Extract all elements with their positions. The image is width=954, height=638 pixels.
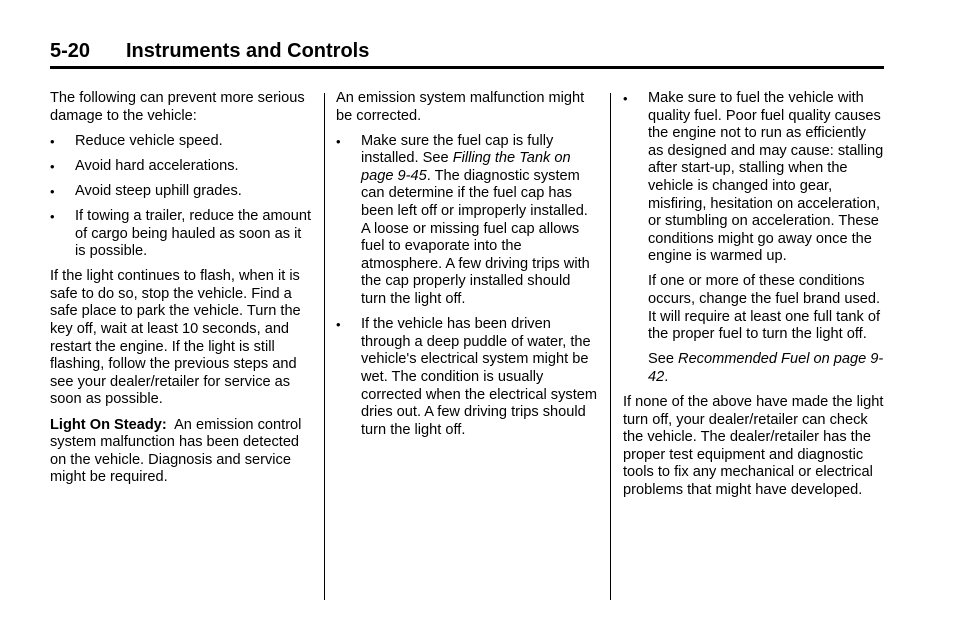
cross-reference-link[interactable]: Filling the Tank on page 9-45: [361, 150, 571, 184]
list-item: • If the vehicle has been driven through a deep puddle of water, the vehicle's electrical system might be wet. The condition is usually corrected when the electrical system dries out. A few driving trips should turn the light off.: [336, 316, 598, 438]
see-reference: See Recommended Fuel on page 9-42.: [648, 351, 884, 385]
sub-paragraph: If one or more of these conditions occurs, change the fuel brand used. It will require at least one full tank of the proper fuel to turn the light off.: [648, 273, 881, 343]
bullet-icon: •: [50, 133, 55, 149]
flash-paragraph: If the light continues to flash, when it is safe to do so, stop the vehicle. Find a safe place to park the vehicle. Turn the key off, wait at least 10 seconds, and restart the engine. If the light is still flashing, follow the previous steps and see your dealer/retailer for service as soon as possible.: [50, 268, 301, 408]
list-item: • Avoid steep uphill grades.: [50, 182, 242, 199]
column-divider-1: [324, 93, 325, 600]
page-number: 5-20: [50, 40, 91, 62]
list-item: • Reduce vehicle speed.: [50, 132, 223, 149]
page-header: [50, 38, 884, 69]
steady-paragraph: [50, 417, 312, 487]
list-item: • Make sure the fuel cap is fully installed. See Filling the Tank on page 9-45. The diagnostic system can determine if the fuel cap has been left off or improperly installed. A loose or missing fuel cap allows fuel to evaporate into the atmosphere. A few driving trips with the cap properly installed should turn the light off.: [336, 132, 590, 308]
bullet-icon: •: [50, 208, 55, 224]
column-1: [50, 90, 312, 494]
column-divider-2: [610, 93, 611, 600]
bullet-icon: •: [623, 91, 628, 106]
column-3: [623, 90, 885, 507]
steady-label: Light On Steady:: [50, 416, 167, 433]
steady-text: An emission control system malfunction has been detected on the vehicle. Diagnosis and service might be required.: [50, 416, 302, 486]
bullet-icon: •: [336, 317, 341, 333]
intro-paragraph: An emission system malfunction might be corrected.: [336, 90, 585, 124]
section-title: Instruments and Controls: [126, 40, 370, 62]
bullet-icon: •: [50, 183, 55, 199]
list-item: • If towing a trailer, reduce the amount of cargo being hauled as soon as it is possible.: [50, 207, 312, 260]
column-2: [336, 90, 598, 447]
cross-reference-link[interactable]: Recommended Fuel on page 9-42: [648, 351, 884, 385]
list-item: • Avoid hard accelerations.: [50, 157, 239, 174]
intro-paragraph: The following can prevent more serious damage to the vehicle:: [50, 90, 305, 124]
bullet-icon: •: [336, 133, 341, 149]
bullet-icon: •: [50, 158, 55, 174]
final-paragraph: If none of the above have made the light turn off, your dealer/retailer can check the vehicle. The dealer/retailer has the proper test equipment and diagnostic tools to fix any mechanical or electrical problems that might have developed.: [623, 394, 884, 498]
list-item: • Make sure to fuel the vehicle with quality fuel. Poor fuel quality causes the engine not to run as efficiently as designed and may cause: stalling after start-up, stalling when the vehicle is changed into gear, misfiring, hesitation on acceleration, or stumbling on acceleration. These conditions might go away once the engine is warmed up.: [623, 90, 884, 265]
